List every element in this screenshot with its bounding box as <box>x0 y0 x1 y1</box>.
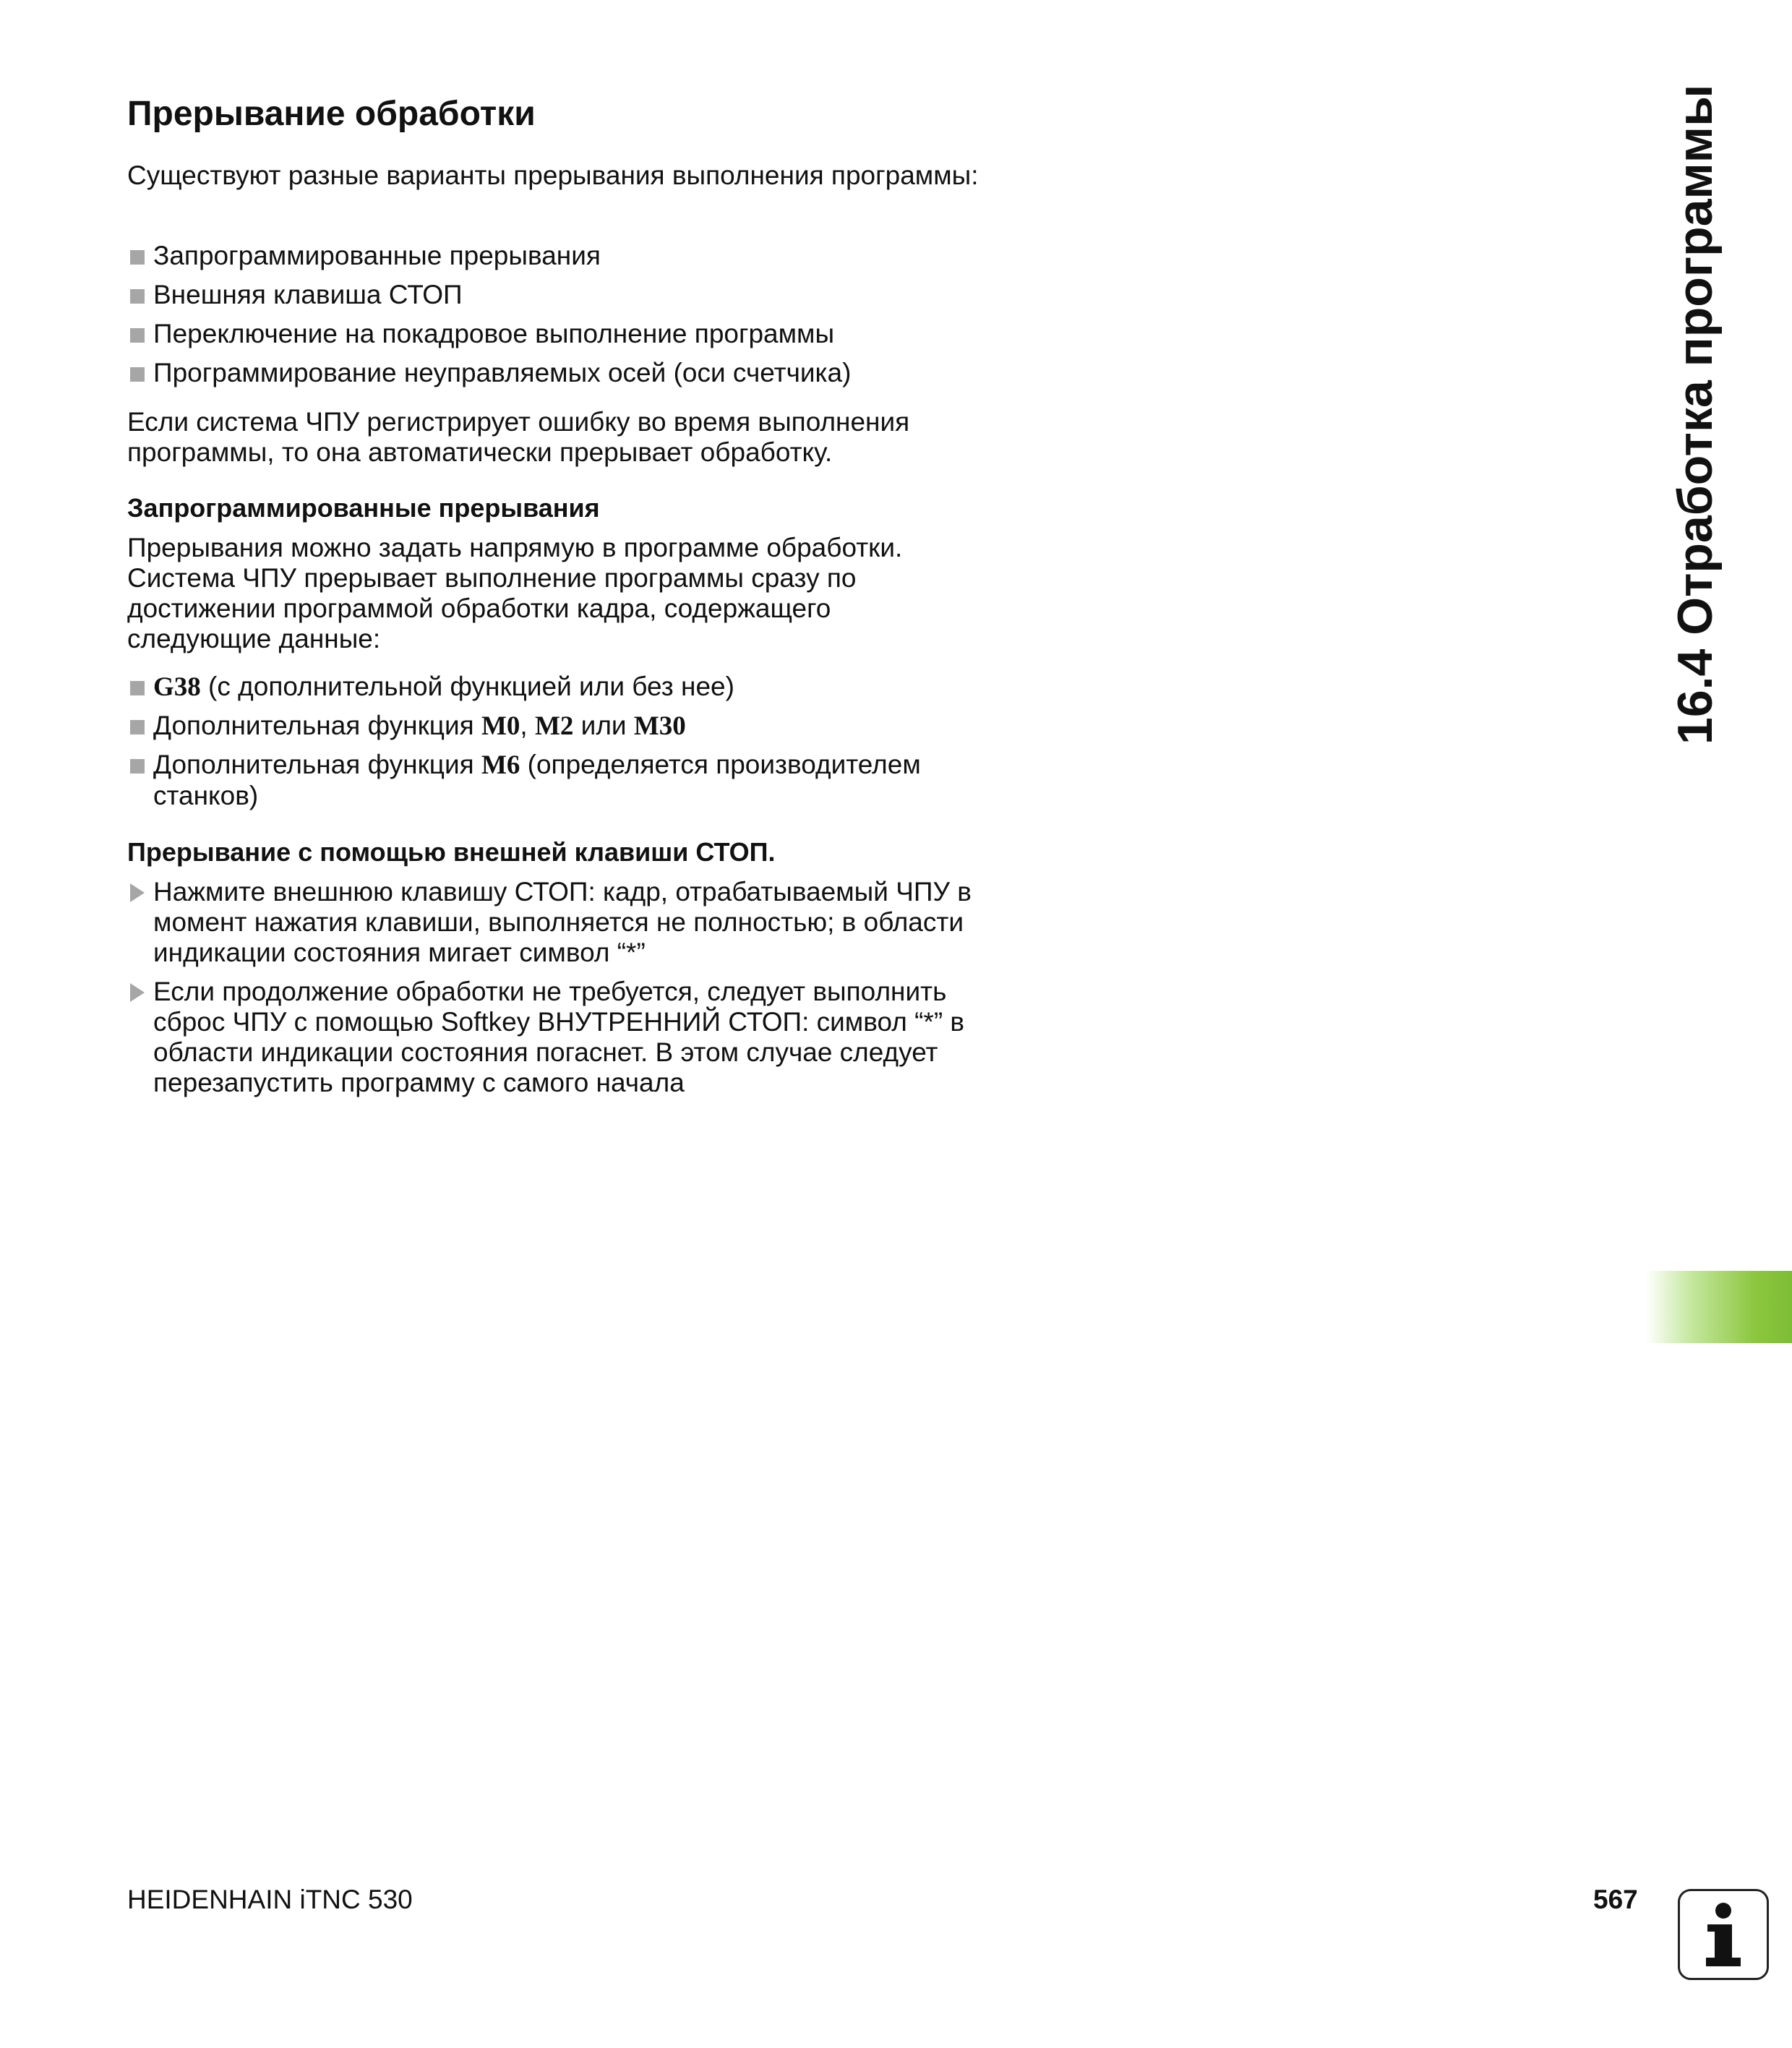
info-icon <box>1678 1889 1769 1980</box>
square-bullet-icon <box>130 328 145 343</box>
list-item: Переключение на покадровое выполнение программы <box>127 319 980 349</box>
list-item: Дополнительная функция M0, M2 или M30 <box>127 711 980 742</box>
programmed-heading: Запрограммированные прерывания <box>127 493 600 523</box>
external-stop-heading: Прерывание с помощью внешней клавиши СТОП. <box>127 837 776 867</box>
square-bullet-icon <box>130 250 145 265</box>
list-item: Программирование неуправляемых осей (оси счетчика) <box>127 358 980 388</box>
intro-paragraph: Существуют разные варианты прерывания выполнения программы: <box>127 160 979 190</box>
list-item: Запрограммированные прерывания <box>127 241 980 271</box>
section-side-title: 16.4 Отработка программы <box>1668 84 1723 745</box>
error-note-paragraph: Если система ЧПУ регистрирует ошибку во время выполнения программы, то она автоматически прерывает обработку. <box>127 407 910 467</box>
square-bullet-icon <box>130 681 145 695</box>
programmed-paragraph: Прерывания можно задать напрямую в программе обработки. Система ЧПУ прерывает выполнение программы сразу по достижении программой обработки кадра, содержащего следующие данные: <box>127 533 903 654</box>
footer-product: HEIDENHAIN iTNC 530 <box>127 1885 413 1914</box>
list-item: Внешняя клавиша СТОП <box>127 280 980 310</box>
square-bullet-icon <box>130 289 145 304</box>
square-bullet-icon <box>130 759 145 774</box>
square-bullet-icon <box>130 720 145 734</box>
chapter-tab-marker <box>1646 1271 1792 1343</box>
info-glyph-icon <box>1680 1891 1767 1978</box>
square-bullet-icon <box>130 367 145 382</box>
list-item: G38 (с дополнительной функцией или без нее) <box>127 672 980 703</box>
step-item: Если продолжение обработки не требуется, следует выполнить сброс ЧПУ с помощью Softkey ВНУТРЕННИЙ СТОП: символ “*” в области индикации состояния погаснет. В этом случае следует перезапустить программу с самого начала <box>127 977 980 1098</box>
list-item: Дополнительная функция M6 (определяется производителем станков) <box>127 750 980 811</box>
step-item: Нажмите внешнюю клавишу СТОП: кадр, отрабатываемый ЧПУ в момент нажатия клавиши, выполняется не полностью; в области индикации состояния мигает символ “*” <box>127 877 980 968</box>
page-title: Прерывание обработки <box>127 95 536 133</box>
arrow-right-icon <box>130 983 145 1002</box>
arrow-right-icon <box>130 883 145 902</box>
page-number: 567 <box>1593 1885 1638 1914</box>
